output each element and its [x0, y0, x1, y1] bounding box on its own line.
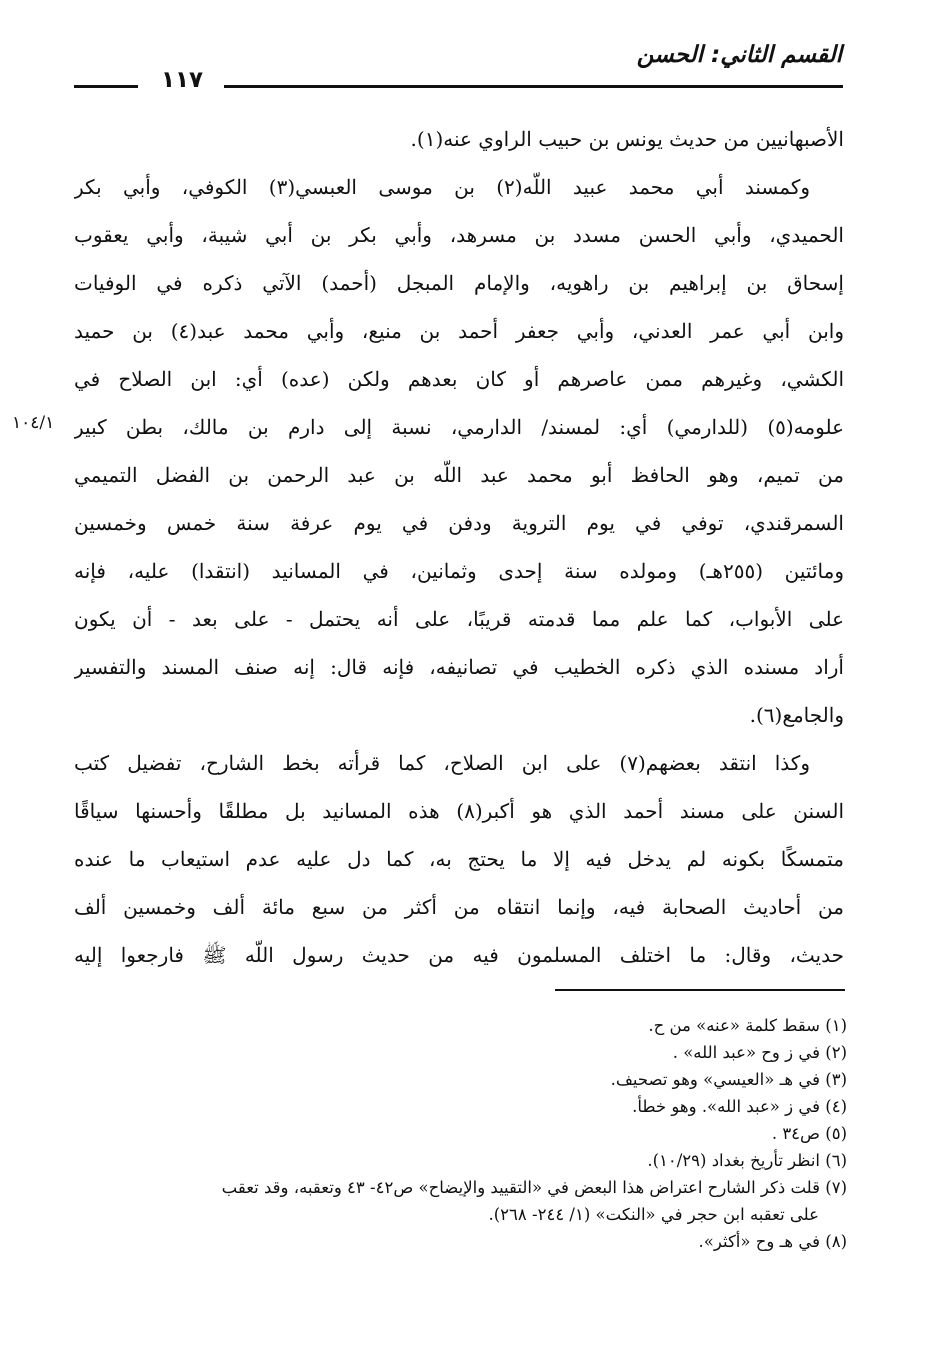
body-line: الحميدي، وأبي الحسن مسدد بن مسرهد، وأبي بكر بن أبي شيبة، وأبي يعقوب [74, 223, 844, 247]
body-line: السنن على مسند أحمد الذي هو أكبر(٨) هذه المسانيد بل مطلقًا وأحسنها سياقًا [74, 799, 844, 823]
footnote: (٦) انظر تأريخ بغداد (١٠/٢٩). [647, 1151, 847, 1170]
body-text [74, 115, 844, 979]
body-line: من أحاديث الصحابة فيه، وإنما انتقاه من أكثر من سبع مائة ألف وخمسين ألف [74, 895, 844, 919]
header-rule [224, 85, 843, 88]
body-line: وكمسند أبي محمد عبيد اللّه(٢) بن موسى العبسي(٣) الكوفي، وأبي بكر [74, 175, 810, 199]
page-number: ١١٧ [160, 67, 204, 93]
body-line: الكشي، وغيرهم ممن عاصرهم أو كان بعدهم ولكن (عده) أي: ابن الصلاح في [74, 367, 844, 391]
body-line: وكذا انتقد بعضهم(٧) على ابن الصلاح، كما قرأته بخط الشارح، تفضيل كتب [74, 751, 810, 775]
footnote: (٧) قلت ذكر الشارح اعتراض هذا البعض في «التقييد والإيضاح» ص٤٢- ٤٣ وتعقبه، وقد تعقب [221, 1178, 847, 1197]
footnote: (٢) في ز وح «عبد الله» . [672, 1043, 847, 1062]
footnote: (٣) في هـ «العيسي» وهو تصحيف. [610, 1070, 847, 1089]
body-line: علومه(٥) (للدارمي) أي: لمسند/ الدارمي، نسبة إلى دارم بن مالك، بطن كبير [74, 415, 844, 439]
margin-manuscript-reference: ١٠٤/١ [12, 413, 55, 433]
body-line: إسحاق بن إبراهيم بن راهويه، والإمام المبجل (أحمد) الآتي ذكره في الوفيات [74, 271, 844, 295]
header-rule-left [74, 85, 138, 88]
body-line: متمسكًا بكونه لم يدخل فيه إلا ما يحتج به، كما دل عليه عدم استيعاب ما عنده [74, 847, 844, 871]
body-line: أراد مسنده الذي ذكره الخطيب في تصانيفه، فإنه قال: إنه صنف المسند والتفسير [74, 655, 844, 679]
footnote: (١) سقط كلمة «عنه» من ح. [648, 1016, 847, 1035]
body-line: حديث، وقال: ما اختلف المسلمون فيه من حديث رسول اللّه ﷺ فارجعوا إليه [74, 943, 844, 967]
body-line: والجامع(٦). [749, 703, 844, 727]
footnote-continuation: على تعقبه ابن حجر في «النكت» (١/ ٢٤٤- ٢٦٨). [488, 1205, 819, 1224]
footnote: (٤) في ز «عبد الله». وهو خطأ. [632, 1097, 847, 1116]
body-line: الأصبهانيين من حديث يونس بن حبيب الراوي عنه(١). [410, 127, 844, 151]
body-line: على الأبواب، كما علم مما قدمته قريبًا، على أنه يحتمل - على بعد - أن يكون [74, 607, 844, 631]
footnotes [60, 1012, 847, 1255]
body-line: السمرقندي، توفي في يوم التروية ودفن في يوم عرفة سنة خمس وخمسين [74, 511, 844, 535]
footnote: (٥) ص٣٤ . [771, 1124, 847, 1143]
footnote: (٨) في هـ وح «أكثر». [698, 1232, 847, 1251]
body-line: وابن أبي عمر العدني، وأبي جعفر أحمد بن منيع، وأبي محمد عبد(٤) بن حميد [74, 319, 844, 343]
running-title: القسم الثاني: الحسن [636, 42, 842, 68]
body-line: ومائتين (٢٥٥هـ) ومولده سنة إحدى وثمانين، في المسانيد (انتقدا) عليه، فإنه [74, 559, 844, 583]
footnote-rule [555, 989, 845, 991]
body-line: من تميم، وهو الحافظ أبو محمد عبد اللّه بن عبد الرحمن بن الفضل التميمي [74, 463, 844, 487]
